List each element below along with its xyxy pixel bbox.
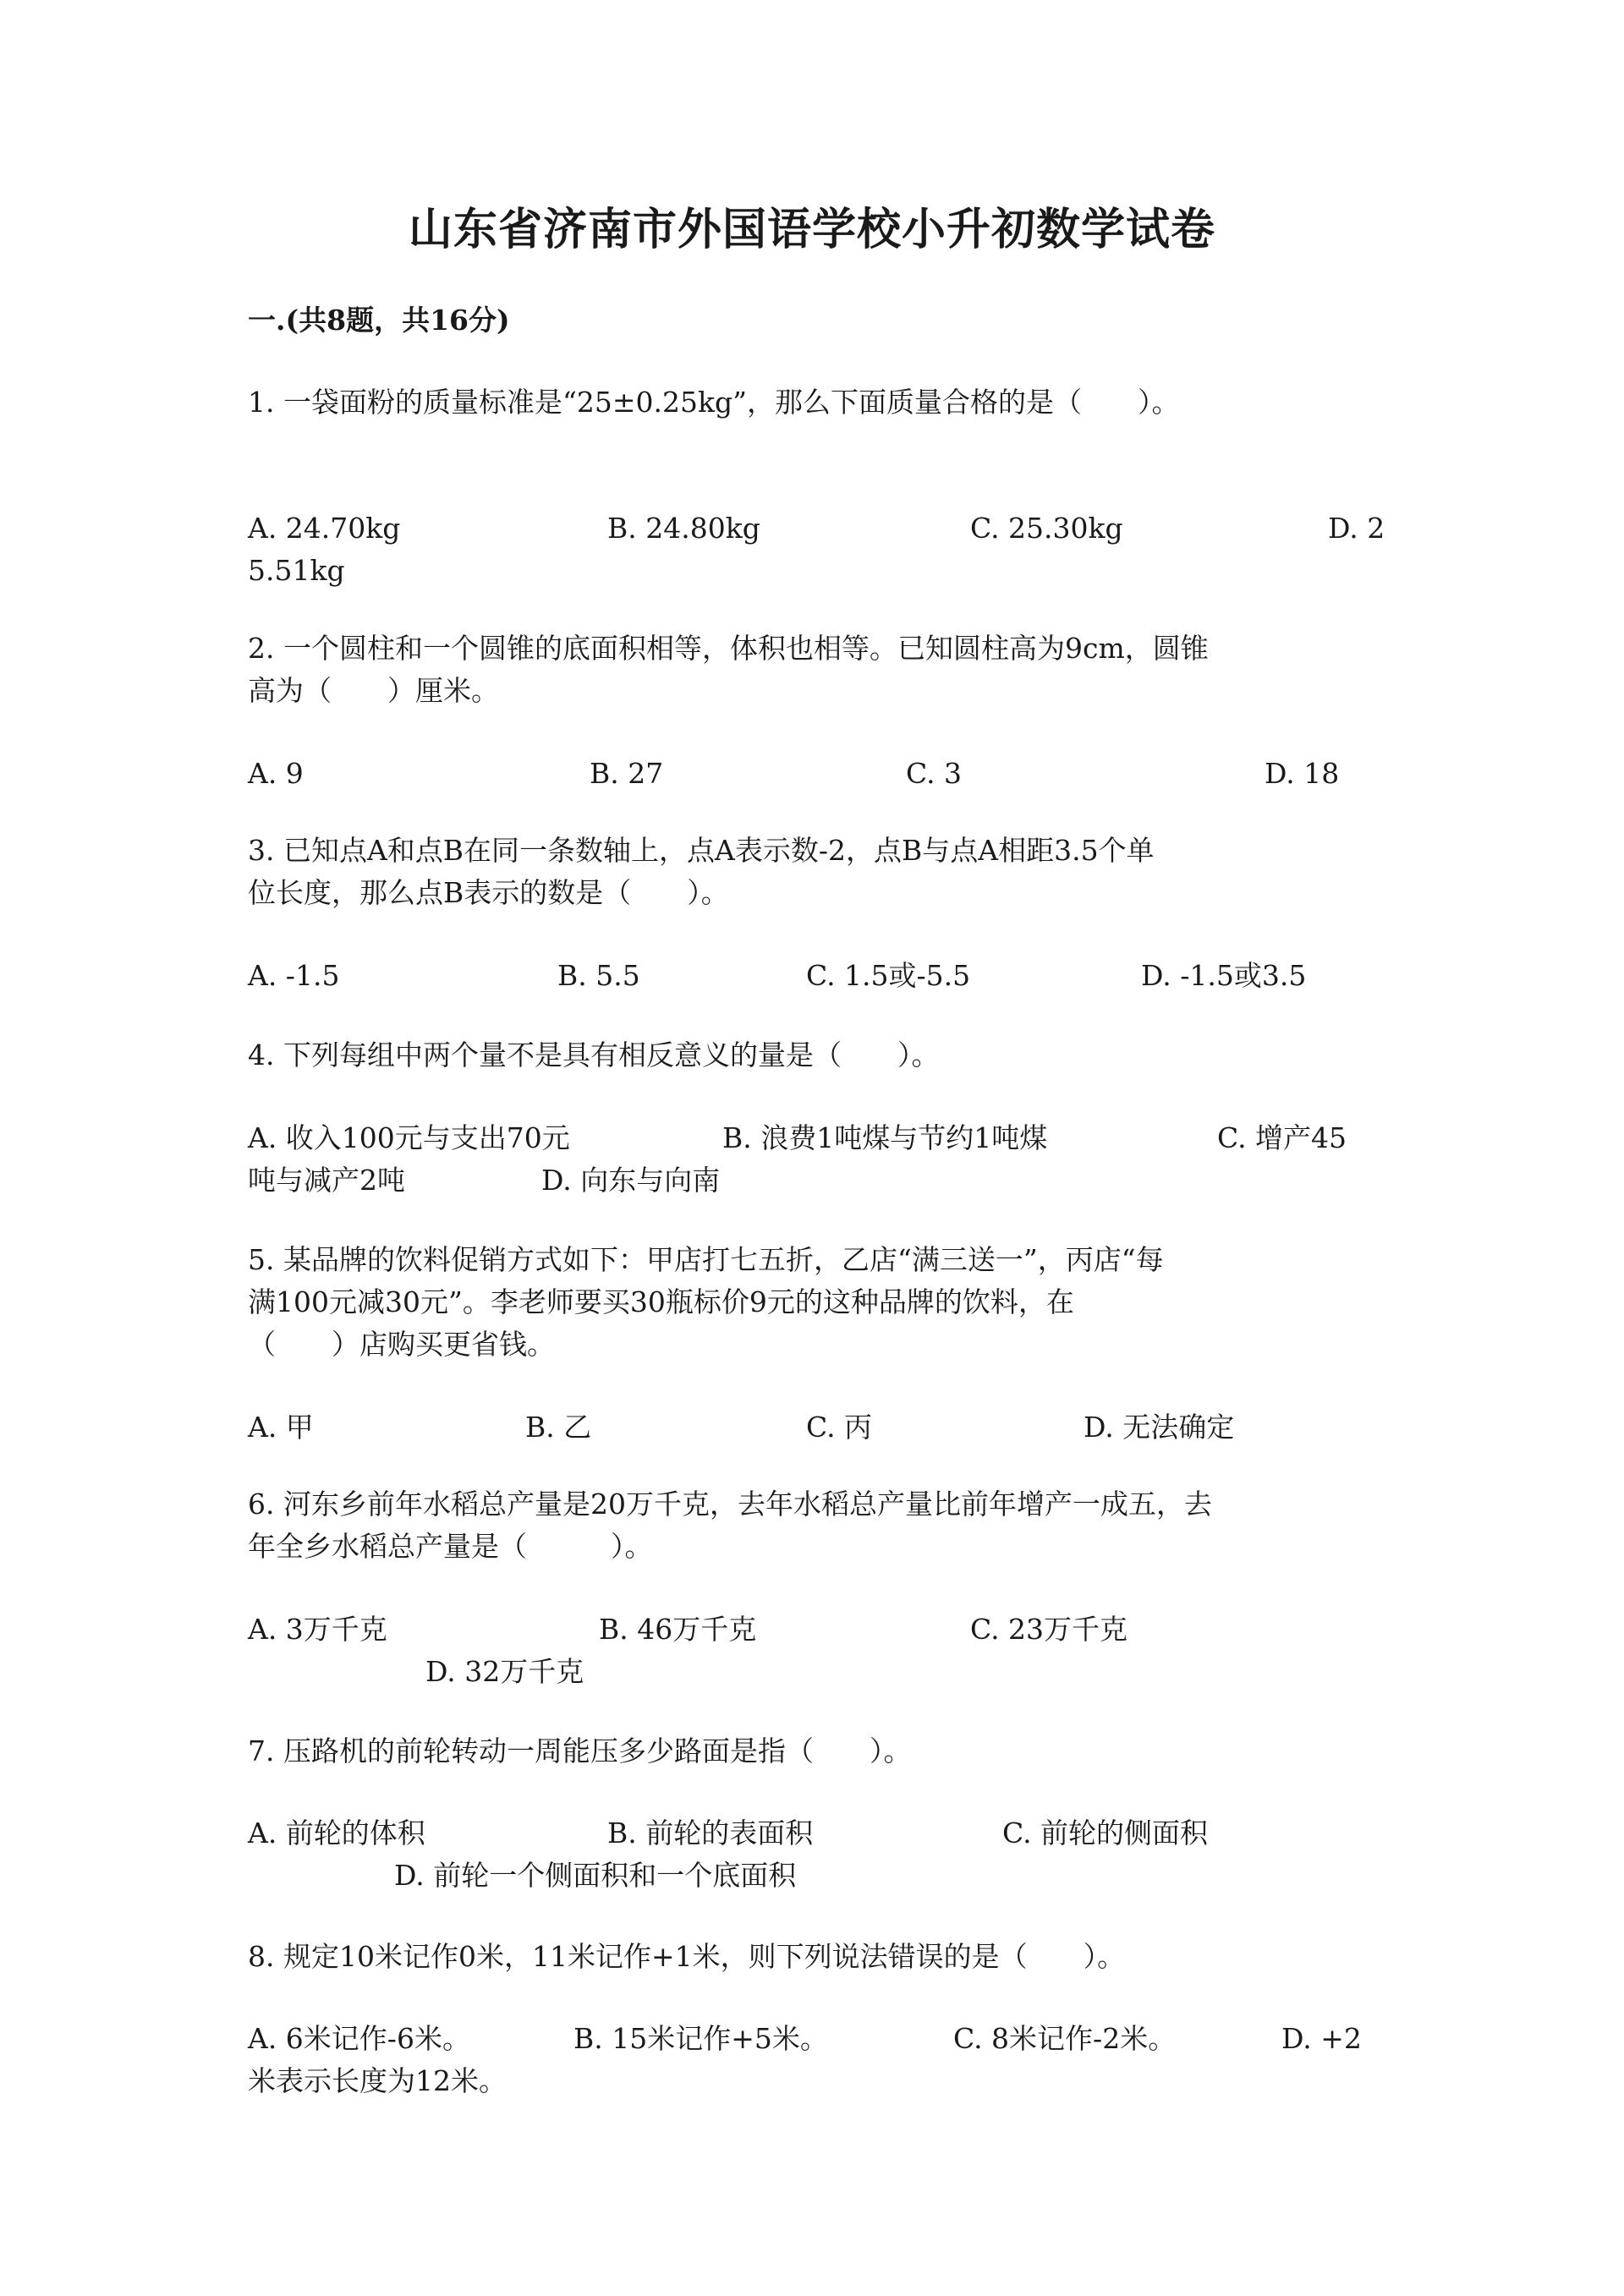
q4-option-d: D. 向东与向南 <box>541 1164 721 1197</box>
q3-option-a: A. -1.5 <box>248 959 340 992</box>
q8-option-d: D. +2 <box>1281 2022 1362 2055</box>
q8-option-a: A. 6米记作-6米。 <box>248 2022 470 2055</box>
q2-option-d: D. 18 <box>1265 757 1340 790</box>
q5-stem-line-1: 5. 某品牌的饮料促销方式如下：甲店打七五折，乙店“满三送一”，丙店“每 <box>248 1243 1164 1276</box>
q7-option-b: B. 前轮的表面积 <box>607 1817 814 1849</box>
q6-option-a: A. 3万千克 <box>248 1613 387 1646</box>
q5-option-d: D. 无法确定 <box>1084 1411 1235 1444</box>
q7-option-c: C. 前轮的侧面积 <box>1002 1817 1209 1849</box>
q5-option-b: B. 乙 <box>525 1411 592 1444</box>
q3-option-d: D. -1.5或3.5 <box>1141 959 1307 992</box>
q2-option-b: B. 27 <box>590 757 664 790</box>
q5-stem-line-3: （ ）店购买更省钱。 <box>248 1328 555 1361</box>
q2-stem-line-2: 高为（ ）厘米。 <box>248 674 499 707</box>
q5-option-c: C. 丙 <box>806 1411 873 1444</box>
q6-option-d: D. 32万千克 <box>425 1655 584 1688</box>
q3-option-b: B. 5.5 <box>557 959 640 992</box>
q1-stem-line-1: 1. 一袋面粉的质量标准是“25±0.25kg”，那么下面质量合格的是（ ）。 <box>248 386 1180 419</box>
q6-option-b: B. 46万千克 <box>599 1613 757 1646</box>
q1-option-b: B. 24.80kg <box>607 512 760 545</box>
q4-option-a: A. 收入100元与支出70元 <box>248 1121 570 1154</box>
q1-option-a: A. 24.70kg <box>248 512 401 545</box>
q3-option-c: C. 1.5或-5.5 <box>806 959 971 992</box>
q3-stem-line-1: 3. 已知点A和点B在同一条数轴上，点A表示数-2，点B与点A相距3.5个单 <box>248 834 1155 867</box>
q8-option-d-continued: 米表示长度为12米。 <box>248 2064 507 2097</box>
q2-option-a: A. 9 <box>248 757 304 790</box>
q8-stem-line-1: 8. 规定10米记作0米，11米记作+1米，则下列说法错误的是（ ）。 <box>248 1940 1126 1973</box>
q1-option-d-continued: 5.51kg <box>248 554 345 587</box>
q1-option-c: C. 25.30kg <box>970 512 1123 545</box>
q3-stem-line-2: 位长度，那么点B表示的数是（ ）。 <box>248 876 729 909</box>
q5-stem-line-2: 满100元减30元”。李老师要买30瓶标价9元的这种品牌的饮料，在 <box>248 1285 1074 1318</box>
q4-option-c: C. 增产45 <box>1217 1121 1347 1154</box>
q7-option-a: A. 前轮的体积 <box>248 1817 425 1849</box>
q2-stem-line-1: 2. 一个圆柱和一个圆锥的底面积相等，体积也相等。已知圆柱高为9cm，圆锥 <box>248 632 1209 665</box>
q7-option-d: D. 前轮一个侧面积和一个底面积 <box>394 1859 797 1892</box>
q5-option-a: A. 甲 <box>248 1411 314 1444</box>
q6-stem-line-2: 年全乡水稻总产量是（ ）。 <box>248 1530 653 1563</box>
q4-option-b: B. 浪费1吨煤与节约1吨煤 <box>722 1121 1048 1154</box>
q8-option-b: B. 15米记作+5米。 <box>573 2022 828 2055</box>
q2-option-c: C. 3 <box>906 757 963 790</box>
q4-stem-line-1: 4. 下列每组中两个量不是具有相反意义的量是（ ）。 <box>248 1038 940 1071</box>
q6-option-c: C. 23万千克 <box>970 1613 1128 1646</box>
q8-option-c: C. 8米记作-2米。 <box>953 2022 1177 2055</box>
q7-stem-line-1: 7. 压路机的前轮转动一周能压多少路面是指（ ）。 <box>248 1734 912 1767</box>
q1-option-d: D. 2 <box>1328 512 1385 545</box>
q4-option-c-continued: 吨与减产2吨 <box>248 1164 405 1197</box>
exam-title: 山东省济南市外国语学校小升初数学试卷 <box>408 204 1215 255</box>
q6-stem-line-1: 6. 河东乡前年水稻总产量是20万千克，去年水稻总产量比前年增产一成五，去 <box>248 1488 1212 1521</box>
section-heading: 一.(共8题，共16分) <box>248 304 510 337</box>
